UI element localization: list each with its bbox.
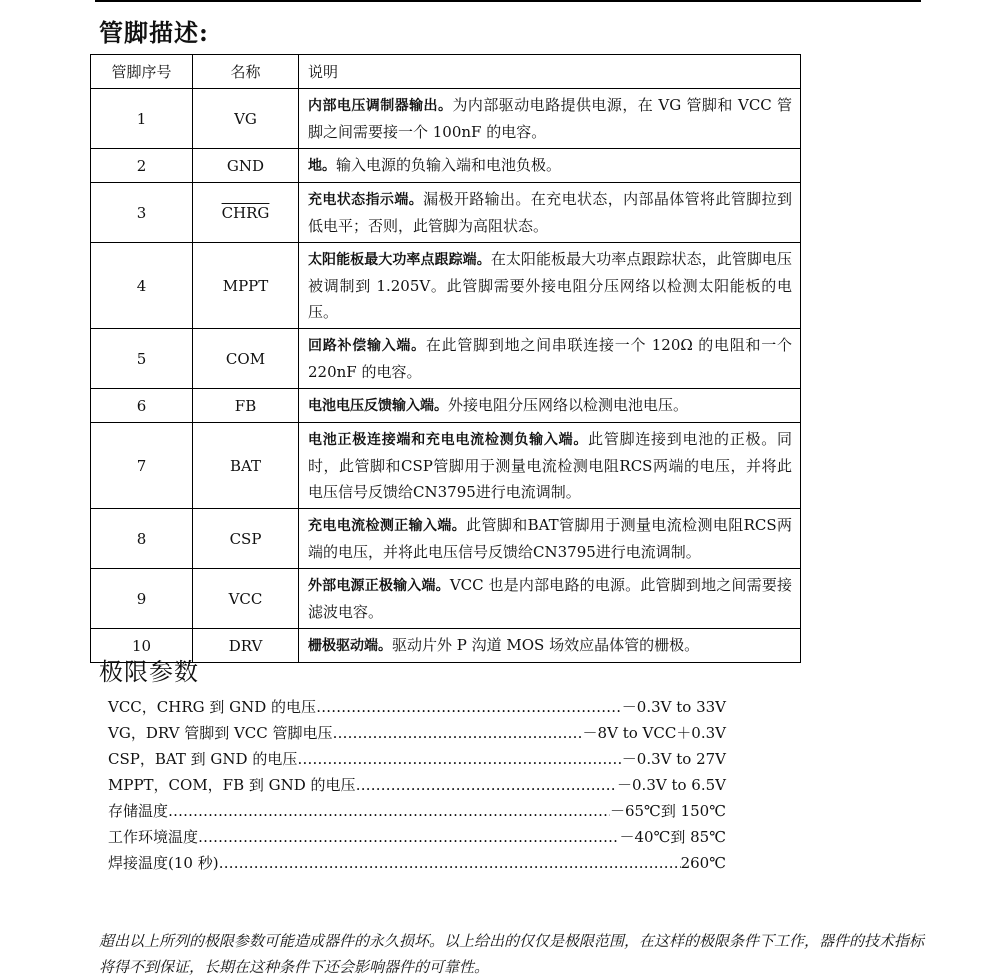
table-row <box>91 423 801 509</box>
top-rule <box>95 0 921 2</box>
table-row <box>91 243 801 329</box>
list-item <box>108 798 726 824</box>
header-pin-number: 管脚序号 <box>91 55 193 89</box>
pin-description <box>299 629 801 663</box>
rating-label: MPPT，COM，FB 到 GND 的电压 <box>108 776 356 794</box>
pin-number: 8 <box>91 509 193 569</box>
pin-number: 10 <box>91 629 193 663</box>
pin-description-table <box>90 54 801 663</box>
pin-description-lead: 电池正极连接端和充电电流检测负输入端。 <box>308 432 589 448</box>
dot-leader <box>168 798 610 824</box>
pin-description-lead: 电池电压反馈输入端。 <box>308 398 448 414</box>
rating-value: －65℃到 150℃ <box>609 802 726 820</box>
pin-name: CSP <box>193 509 299 569</box>
limits-warning-note: 超出以上所列的极限参数可能造成器件的永久损坏。以上给出的仅仅是极限范围，在这样的极限条件下工作，器件的技术指标将得不到保证，长期在这种条件下还会影响器件的可靠性。 <box>99 932 925 976</box>
pin-description <box>299 89 801 149</box>
pin-description-lead: 外部电源正极输入端。 <box>308 578 450 594</box>
pin-description <box>299 569 801 629</box>
table-row <box>91 183 801 243</box>
pin-name: DRV <box>193 629 299 663</box>
pin-description-text: 在此管脚到地之间串联连接一个 120Ω 的电阻和一个 220nF 的电容。 <box>308 336 793 381</box>
pin-number: 9 <box>91 569 193 629</box>
pin-description <box>299 423 801 509</box>
rating-value: －0.3V to 27V <box>621 750 726 768</box>
pin-name: VCC <box>193 569 299 629</box>
table-row <box>91 389 801 423</box>
pin-number: 6 <box>91 389 193 423</box>
header-description: 说明 <box>299 55 801 89</box>
pin-description-text: 此管脚连接到电池的正极。同时，此管脚和CSP管脚用于测量电流检测电阻RCS两端的电压，并将此电压信号反馈给CN3795进行电流调制。 <box>308 430 792 501</box>
rating-value: －8V to VCC＋0.3V <box>582 724 726 742</box>
rating-value: 260℃ <box>680 854 726 872</box>
dot-leader <box>333 720 583 746</box>
pin-description <box>299 183 801 243</box>
dot-leader <box>316 694 622 720</box>
pin-description-text: 为内部驱动电路提供电源，在 VG 管脚和 VCC 管脚之间需要接一个 100nF 的电容。 <box>308 96 792 141</box>
pin-number: 7 <box>91 423 193 509</box>
pin-name: COM <box>193 329 299 389</box>
pin-name: FB <box>193 389 299 423</box>
pin-description-text: 漏极开路输出。在充电状态，内部晶体管将此管脚拉到低电平；否则，此管脚为高阻状态。 <box>308 190 792 235</box>
table-row <box>91 569 801 629</box>
pin-description-lead: 回路补偿输入端。 <box>308 338 426 354</box>
table-row <box>91 509 801 569</box>
pin-description-lead: 栅极驱动端。 <box>308 638 392 654</box>
limits-section-title: 极限参数 <box>99 658 199 686</box>
pin-description <box>299 149 801 183</box>
list-item <box>108 694 726 720</box>
table-row <box>91 89 801 149</box>
pin-number: 4 <box>91 243 193 329</box>
pin-name: CHRG <box>193 183 299 243</box>
list-item <box>108 720 726 746</box>
table-row <box>91 149 801 183</box>
pin-description <box>299 329 801 389</box>
rating-label: CSP，BAT 到 GND 的电压 <box>108 750 298 768</box>
table-header-row <box>91 55 801 89</box>
pin-description-lead: 充电状态指示端。 <box>308 192 424 208</box>
pin-name: VG <box>193 89 299 149</box>
rating-value: －0.3V to 6.5V <box>617 776 726 794</box>
dot-leader <box>198 824 619 850</box>
rating-value: －40℃到 85℃ <box>619 828 726 846</box>
rating-label: 焊接温度(10 秒) <box>108 854 219 872</box>
list-item <box>108 772 726 798</box>
list-item <box>108 746 726 772</box>
pin-description-text: 外接电阻分压网络以检测电池电压。 <box>448 396 689 414</box>
rating-value: －0.3V to 33V <box>621 698 726 716</box>
pin-number: 2 <box>91 149 193 183</box>
rating-label: VG，DRV 管脚到 VCC 管脚电压 <box>108 724 333 742</box>
pin-description <box>299 509 801 569</box>
pins-section-title: 管脚描述: <box>99 18 209 47</box>
pin-description-lead: 内部电压调制器输出。 <box>308 98 453 114</box>
pin-description <box>299 243 801 329</box>
list-item <box>108 850 726 876</box>
pin-name: GND <box>193 149 299 183</box>
rating-label: 存储温度 <box>108 802 169 820</box>
absolute-maximum-ratings-list <box>108 694 726 876</box>
rating-label: 工作环境温度 <box>108 828 199 846</box>
pin-description-lead: 充电电流检测正输入端。 <box>308 518 467 534</box>
pin-number: 1 <box>91 89 193 149</box>
pin-number: 3 <box>91 183 193 243</box>
pin-description-text: 此管脚和BAT管脚用于测量电流检测电阻RCS两端的电压，并将此电压信号反馈给CN3795进行电流调制。 <box>308 516 792 561</box>
dot-leader <box>356 772 617 798</box>
pin-description-text: 驱动片外 P 沟道 MOS 场效应晶体管的栅极。 <box>392 636 700 654</box>
pin-description-lead: 太阳能板最大功率点跟踪端。 <box>308 252 491 268</box>
rating-label: VCC，CHRG 到 GND 的电压 <box>108 698 317 716</box>
pin-description-lead: 地。 <box>308 158 336 174</box>
header-name: 名称 <box>193 55 299 89</box>
list-item <box>108 824 726 850</box>
dot-leader <box>297 746 621 772</box>
table-row <box>91 329 801 389</box>
pin-name: BAT <box>193 423 299 509</box>
pin-description <box>299 389 801 423</box>
pin-number: 5 <box>91 329 193 389</box>
pin-description-text: 输入电源的负输入端和电池负极。 <box>336 156 562 174</box>
pin-description-text: VCC 也是内部电路的电源。此管脚到地之间需要接滤波电容。 <box>308 576 792 621</box>
dot-leader <box>219 850 681 876</box>
pin-description-text: 在太阳能板最大功率点跟踪状态，此管脚电压被调制到 1.205V。此管脚需要外接电阻分压网络以检测太阳能板的电压。 <box>308 250 792 321</box>
pin-name: MPPT <box>193 243 299 329</box>
